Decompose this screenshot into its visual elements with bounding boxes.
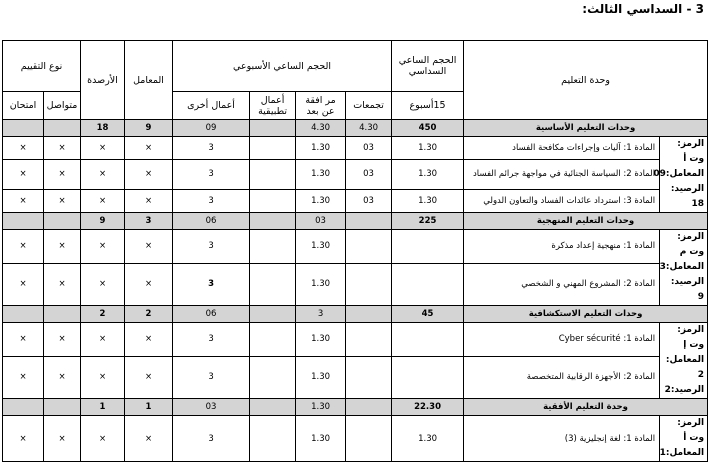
subject-name: المادة 2: المشروع المهني و الشخصي bbox=[464, 263, 660, 305]
unit-name: وحدة التعليم الأفقية bbox=[464, 399, 708, 416]
subject-row bbox=[3, 230, 708, 264]
unit-code bbox=[653, 137, 708, 213]
unit-code-line: الرصيد: 9 bbox=[670, 277, 705, 302]
subject-name: المادة 1: آليات وإجراءات مكافحة الفساد bbox=[464, 137, 660, 160]
summary-semester: 225 bbox=[392, 213, 464, 230]
summary-remote: 3 bbox=[296, 306, 346, 323]
header-continuous: متواصل bbox=[44, 92, 81, 120]
subject-semester bbox=[392, 356, 464, 398]
summary-cont bbox=[44, 399, 81, 416]
subject-exam: × bbox=[3, 356, 44, 398]
summary-cont bbox=[44, 213, 81, 230]
subject-coef: × bbox=[125, 189, 173, 212]
summary-practical bbox=[250, 399, 296, 416]
subject-coef: × bbox=[125, 356, 173, 398]
subject-row bbox=[3, 137, 708, 160]
subject-remote: 1.30 bbox=[296, 263, 346, 305]
subject-sessions: 03 bbox=[346, 137, 392, 160]
header-other-work: أعمال أخرى bbox=[173, 92, 250, 120]
summary-cont bbox=[44, 120, 81, 137]
subject-cont: × bbox=[44, 189, 81, 212]
subject-exam: × bbox=[3, 230, 44, 264]
subject-name: المادة 2: السياسة الجنائية في مواجهة جرائم الفساد bbox=[464, 160, 660, 189]
unit-code bbox=[660, 416, 708, 462]
subject-exam: × bbox=[3, 323, 44, 357]
unit-code-line: الرمز: وت إ bbox=[677, 325, 705, 350]
header-weeks: 15أسبوع bbox=[392, 92, 464, 120]
subject-practical bbox=[250, 416, 296, 462]
summary-coef: 9 bbox=[125, 120, 173, 137]
subject-sessions bbox=[346, 356, 392, 398]
subject-sessions bbox=[346, 263, 392, 305]
subject-credits: × bbox=[81, 189, 125, 212]
header-weekly-volume: الحجم الساعي الأسبوعي bbox=[173, 41, 392, 92]
unit-code bbox=[660, 230, 708, 306]
subject-semester: 1.30 bbox=[392, 416, 464, 462]
summary-semester: 45 bbox=[392, 306, 464, 323]
subject-cont: × bbox=[44, 230, 81, 264]
unit-code-line: المعامل:3 bbox=[659, 262, 705, 272]
subject-semester: 1.30 bbox=[392, 137, 464, 160]
subject-other: 3 bbox=[173, 189, 250, 212]
summary-other: 06 bbox=[173, 213, 250, 230]
summary-coef: 2 bbox=[125, 306, 173, 323]
subject-row bbox=[3, 160, 708, 189]
subject-name: المادة 2: الأجهزة الرقابية المتخصصة bbox=[464, 356, 660, 398]
subject-sessions bbox=[346, 323, 392, 357]
unit-code-line: المعامل:09 bbox=[653, 169, 705, 179]
subject-semester bbox=[392, 230, 464, 264]
header-sessions: تجمعات bbox=[346, 92, 392, 120]
subject-exam: × bbox=[3, 160, 44, 189]
subject-cont: × bbox=[44, 137, 81, 160]
subject-practical bbox=[250, 160, 296, 189]
subject-other: 3 bbox=[173, 230, 250, 264]
summary-credits: 2 bbox=[81, 306, 125, 323]
subject-practical bbox=[250, 189, 296, 212]
subject-coef: × bbox=[125, 230, 173, 264]
header-practical-line1: أعمال bbox=[260, 94, 285, 106]
unit-code-line: الرمز: وت م bbox=[677, 232, 705, 257]
subject-name: المادة 3: استرداد عائدات الفساد والتعاون الدولي bbox=[464, 189, 660, 212]
subject-practical bbox=[250, 263, 296, 305]
summary-practical bbox=[250, 120, 296, 137]
subject-credits: × bbox=[81, 137, 125, 160]
summary-sessions bbox=[346, 399, 392, 416]
summary-sessions bbox=[346, 306, 392, 323]
subject-sessions: 03 bbox=[346, 189, 392, 212]
summary-exam bbox=[3, 120, 44, 137]
header-unit: وحدة التعليم bbox=[464, 41, 708, 120]
summary-practical bbox=[250, 306, 296, 323]
subject-sessions: 03 bbox=[346, 160, 392, 189]
summary-semester: 450 bbox=[392, 120, 464, 137]
unit-code bbox=[660, 323, 708, 399]
unit-code-line: الرمز: وت أ bbox=[677, 139, 705, 164]
subject-cont: × bbox=[44, 160, 81, 189]
subject-coef: × bbox=[125, 160, 173, 189]
header-credits: الأرصدة bbox=[81, 41, 125, 120]
subject-coef: × bbox=[125, 416, 173, 462]
subject-remote: 1.30 bbox=[296, 137, 346, 160]
subject-semester bbox=[392, 323, 464, 357]
header-remote-followup bbox=[296, 92, 346, 120]
subject-credits: × bbox=[81, 160, 125, 189]
header-remote-followup-line1: مر افقة bbox=[305, 94, 336, 106]
summary-cont bbox=[44, 306, 81, 323]
subject-remote: 1.30 bbox=[296, 230, 346, 264]
subject-coef: × bbox=[125, 323, 173, 357]
subject-credits: × bbox=[81, 416, 125, 462]
subject-practical bbox=[250, 323, 296, 357]
curriculum-table bbox=[2, 40, 708, 462]
unit-name: وحدات التعليم الاستكشافية bbox=[464, 306, 708, 323]
subject-cont: × bbox=[44, 263, 81, 305]
unit-summary-row bbox=[3, 399, 708, 416]
header-semester-volume: الحجم الساعي السداسي bbox=[392, 41, 464, 92]
subject-other: 3 bbox=[173, 160, 250, 189]
semester-heading: 3 - السداسي الثالث: bbox=[582, 2, 704, 16]
subject-practical bbox=[250, 356, 296, 398]
header-practical-line2: تطبيقية bbox=[258, 105, 288, 117]
subject-row bbox=[3, 323, 708, 357]
summary-other: 06 bbox=[173, 306, 250, 323]
summary-other: 03 bbox=[173, 399, 250, 416]
summary-credits: 1 bbox=[81, 399, 125, 416]
summary-coef: 3 bbox=[125, 213, 173, 230]
subject-other: 3 bbox=[173, 356, 250, 398]
unit-code-line: الرصيد:2 bbox=[664, 385, 705, 395]
unit-code-line: المعامل:1 bbox=[659, 448, 705, 458]
header-remote-followup-line2: عن بعد bbox=[306, 105, 335, 117]
subject-semester: 1.30 bbox=[392, 189, 464, 212]
summary-sessions bbox=[346, 213, 392, 230]
unit-summary-row bbox=[3, 120, 708, 137]
subject-practical bbox=[250, 137, 296, 160]
header-coefficient: المعامل bbox=[125, 41, 173, 120]
subject-cont: × bbox=[44, 416, 81, 462]
unit-code-line: الرمز: وت أ bbox=[677, 418, 705, 443]
summary-credits: 18 bbox=[81, 120, 125, 137]
subject-cont: × bbox=[44, 323, 81, 357]
header-exam: امتحان bbox=[3, 92, 44, 120]
subject-row bbox=[3, 189, 708, 212]
unit-summary-row bbox=[3, 306, 708, 323]
subject-name: المادة 1: Cyber sécurité bbox=[464, 323, 660, 357]
summary-exam bbox=[3, 306, 44, 323]
summary-remote: 4.30 bbox=[296, 120, 346, 137]
subject-name: المادة 1: منهجية إعداد مذكرة bbox=[464, 230, 660, 264]
subject-exam: × bbox=[3, 137, 44, 160]
summary-coef: 1 bbox=[125, 399, 173, 416]
subject-other: 3 bbox=[173, 323, 250, 357]
summary-remote: 1.30 bbox=[296, 399, 346, 416]
subject-row bbox=[3, 416, 708, 462]
unit-name: وحدات التعليم الأساسية bbox=[464, 120, 708, 137]
subject-other: 3 bbox=[173, 416, 250, 462]
unit-code-line: المعامل: 2 bbox=[665, 355, 705, 380]
subject-semester bbox=[392, 263, 464, 305]
subject-name: المادة 1: لغة إنجليزية (3) bbox=[464, 416, 660, 462]
subject-exam: × bbox=[3, 416, 44, 462]
summary-credits: 9 bbox=[81, 213, 125, 230]
header-row-1 bbox=[3, 41, 708, 92]
subject-remote: 1.30 bbox=[296, 189, 346, 212]
subject-credits: × bbox=[81, 356, 125, 398]
subject-exam: × bbox=[3, 189, 44, 212]
subject-credits: × bbox=[81, 323, 125, 357]
subject-other: 3 bbox=[173, 137, 250, 160]
subject-coef: × bbox=[125, 263, 173, 305]
subject-exam: × bbox=[3, 263, 44, 305]
summary-exam bbox=[3, 399, 44, 416]
unit-code-line: الرصيد: 18 bbox=[670, 184, 705, 209]
summary-practical bbox=[250, 213, 296, 230]
subject-remote: 1.30 bbox=[296, 160, 346, 189]
subject-coef: × bbox=[125, 137, 173, 160]
subject-sessions bbox=[346, 416, 392, 462]
unit-summary-row bbox=[3, 213, 708, 230]
subject-sessions bbox=[346, 230, 392, 264]
subject-remote: 1.30 bbox=[296, 416, 346, 462]
summary-sessions: 4.30 bbox=[346, 120, 392, 137]
summary-remote: 03 bbox=[296, 213, 346, 230]
subject-remote: 1.30 bbox=[296, 356, 346, 398]
summary-exam bbox=[3, 213, 44, 230]
subject-credits: × bbox=[81, 230, 125, 264]
subject-row bbox=[3, 356, 708, 398]
subject-credits: × bbox=[81, 263, 125, 305]
subject-remote: 1.30 bbox=[296, 323, 346, 357]
subject-semester: 1.30 bbox=[392, 160, 464, 189]
header-evaluation-type: نوع التقييم bbox=[3, 41, 81, 92]
subject-other: 3 bbox=[173, 263, 250, 305]
header-practical bbox=[250, 92, 296, 120]
subject-cont: × bbox=[44, 356, 81, 398]
summary-other: 09 bbox=[173, 120, 250, 137]
summary-semester: 22.30 bbox=[392, 399, 464, 416]
unit-name: وحدات التعليم المنهجية bbox=[464, 213, 708, 230]
subject-row bbox=[3, 263, 708, 305]
subject-practical bbox=[250, 230, 296, 264]
